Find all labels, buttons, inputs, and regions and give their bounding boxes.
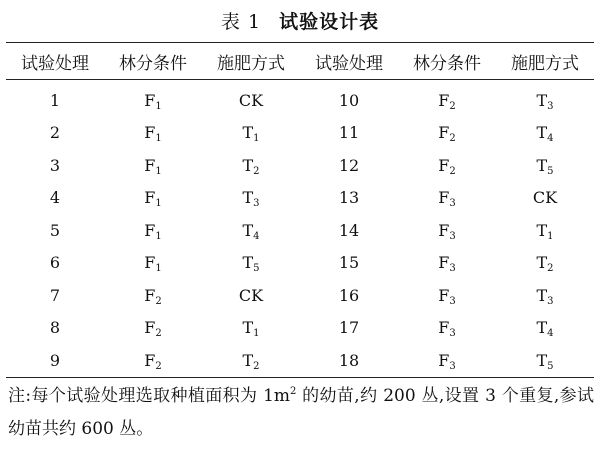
fertilization-method-left-symbol	[242, 253, 260, 275]
fertilization-method-left-base: T	[242, 350, 254, 370]
table-row	[6, 214, 594, 247]
fertilization-method-right-base: CK	[532, 188, 558, 208]
table-row	[6, 344, 594, 377]
fertilization-method-right-subscript: 2	[547, 263, 554, 275]
stand-condition-right-subscript: 3	[449, 360, 456, 372]
stand-condition-right-base: F	[438, 188, 450, 208]
stand-condition-right-symbol	[438, 351, 455, 370]
stand-condition-left	[104, 279, 202, 312]
treatment-id-right: 15	[338, 253, 360, 273]
fertilization-method-right-base: T	[536, 155, 548, 175]
stand-condition-right-subscript: 3	[449, 198, 456, 210]
stand-condition-right-base: F	[438, 220, 450, 240]
fertilization-method-left	[202, 80, 300, 117]
stand-condition-right-base: F	[438, 350, 450, 370]
stand-condition-left-base: F	[144, 90, 156, 110]
stand-condition-right	[398, 279, 496, 312]
stand-condition-right	[398, 344, 496, 377]
table-row	[6, 80, 594, 117]
footnote-superscript: 2	[290, 386, 297, 397]
stand-condition-right-subscript: 3	[449, 263, 456, 275]
fertilization-method-left-symbol	[242, 351, 259, 370]
table-title: 试验设计表	[279, 11, 380, 33]
fertilization-method-left-base: T	[242, 155, 254, 175]
stand-condition-left-base: F	[144, 318, 156, 338]
header-stand-right: 林分条件	[413, 53, 481, 74]
stand-condition-left-symbol	[144, 123, 162, 145]
trial-design-table	[6, 42, 594, 378]
header-stand-left: 林分条件	[119, 53, 187, 74]
stand-condition-right-base: F	[438, 318, 450, 338]
stand-condition-left-subscript: 1	[155, 263, 162, 275]
stand-condition-left-symbol	[144, 188, 162, 210]
stand-condition-left-symbol	[144, 156, 161, 175]
stand-condition-right	[398, 247, 496, 280]
fertilization-method-right-subscript: 4	[547, 133, 554, 145]
stand-condition-left-symbol	[144, 318, 162, 340]
fertilization-method-right-symbol	[536, 221, 553, 240]
stand-condition-left-subscript: 2	[155, 328, 162, 340]
fertilization-method-right-subscript: 5	[547, 165, 554, 177]
treatment-id-right: 16	[338, 285, 360, 305]
stand-condition-left	[104, 149, 202, 182]
fertilization-method-left-base: CK	[238, 285, 264, 305]
fertilization-method-right-symbol	[536, 351, 553, 370]
treatment-id-right: 12	[338, 155, 360, 175]
table-row	[6, 149, 594, 182]
table-footnote	[8, 380, 594, 446]
stand-condition-right-symbol	[438, 286, 455, 305]
fertilization-method-right-base: T	[536, 253, 548, 273]
stand-condition-left	[104, 312, 202, 345]
stand-condition-left-base: F	[144, 123, 156, 143]
fertilization-method-left	[202, 312, 300, 345]
fertilization-method-right-symbol	[536, 91, 553, 110]
table-row	[6, 117, 594, 150]
fertilization-method-right	[496, 80, 594, 117]
fertilization-method-left	[202, 247, 300, 280]
stand-condition-right	[398, 182, 496, 215]
stand-condition-right-symbol	[438, 91, 455, 110]
stand-condition-left-base: F	[144, 220, 156, 240]
fertilization-method-left-base: T	[242, 220, 254, 240]
fertilization-method-left-symbol	[242, 188, 260, 210]
stand-condition-left-symbol	[144, 91, 161, 110]
table-caption	[0, 7, 600, 34]
fertilization-method-right-symbol	[536, 318, 554, 340]
stand-condition-right-base: F	[438, 90, 450, 110]
stand-condition-left-subscript: 1	[155, 165, 162, 177]
stand-condition-left-symbol	[144, 351, 161, 370]
stand-condition-right	[398, 214, 496, 247]
fertilization-method-left-symbol	[242, 123, 260, 145]
fertilization-method-left	[202, 214, 300, 247]
stand-condition-right-base: F	[438, 285, 450, 305]
fertilization-method-left-subscript: 5	[253, 263, 260, 275]
stand-condition-right-symbol	[438, 221, 455, 240]
fertilization-method-right-subscript: 4	[547, 328, 554, 340]
treatment-id-left: 9	[49, 350, 61, 370]
fertilization-method-right-base: T	[536, 318, 548, 338]
fertilization-method-left-base: T	[242, 318, 254, 338]
stand-condition-right-symbol	[438, 318, 456, 340]
stand-condition-right-subscript: 3	[449, 328, 456, 340]
treatment-id-right: 17	[338, 318, 360, 338]
fertilization-method-right-subscript: 5	[547, 360, 554, 372]
fertilization-method-left-base: T	[242, 123, 254, 143]
fertilization-method-left-subscript: 1	[253, 328, 260, 340]
fertilization-method-right-subscript: 3	[547, 295, 554, 307]
fertilization-method-left	[202, 182, 300, 215]
stand-condition-right-subscript: 2	[449, 100, 456, 112]
fertilization-method-right-subscript: 1	[547, 230, 554, 242]
stand-condition-left-base: F	[144, 285, 156, 305]
fertilization-method-right	[496, 247, 594, 280]
treatment-id-left: 4	[49, 188, 61, 208]
treatment-id-left: 1	[49, 90, 61, 110]
treatment-id-left: 7	[49, 285, 61, 305]
fertilization-method-left-subscript: 2	[253, 360, 260, 372]
stand-condition-right-base: F	[438, 253, 450, 273]
fertilization-method-left-base: T	[242, 253, 254, 273]
fertilization-method-right-symbol	[536, 253, 554, 275]
stand-condition-right-symbol	[438, 123, 456, 145]
stand-condition-right-base: F	[438, 155, 450, 175]
stand-condition-left-subscript: 1	[155, 100, 162, 112]
header-fertilization-left: 施肥方式	[217, 53, 285, 74]
stand-condition-left	[104, 247, 202, 280]
stand-condition-right-symbol	[438, 253, 456, 275]
stand-condition-left-subscript: 2	[155, 295, 162, 307]
stand-condition-right-symbol	[438, 188, 456, 210]
stand-condition-left	[104, 80, 202, 117]
stand-condition-left	[104, 214, 202, 247]
treatment-id-left: 8	[49, 318, 61, 338]
fertilization-method-left-symbol	[239, 91, 263, 110]
table-row	[6, 312, 594, 345]
fertilization-method-left-symbol	[242, 221, 259, 240]
fertilization-method-left-subscript: 2	[253, 165, 260, 177]
header-treatment-right: 试验处理	[315, 53, 383, 74]
treatment-id-right: 10	[338, 90, 360, 110]
fertilization-method-right	[496, 182, 594, 215]
stand-condition-right-symbol	[438, 156, 455, 175]
stand-condition-right-base: F	[438, 123, 450, 143]
fertilization-method-right	[496, 117, 594, 150]
footnote-text-start: 注:每个试验处理选取种植面积为 1m	[8, 386, 291, 406]
stand-condition-right-subscript: 2	[449, 133, 456, 145]
treatment-id-left: 3	[49, 155, 61, 175]
stand-condition-left-base: F	[144, 350, 156, 370]
fertilization-method-right	[496, 214, 594, 247]
stand-condition-left	[104, 117, 202, 150]
table-row	[6, 279, 594, 312]
stand-condition-left-base: F	[144, 188, 156, 208]
fertilization-method-right-base: T	[536, 285, 548, 305]
fertilization-method-left-base: CK	[238, 90, 264, 110]
fertilization-method-left	[202, 149, 300, 182]
footnote-text-end: 的幼苗,约 200 丛,设置 3 个重复,参试幼苗共约 600 丛。	[8, 386, 594, 439]
stand-condition-right-subscript: 3	[449, 295, 456, 307]
fertilization-method-right-subscript: 3	[547, 100, 554, 112]
fertilization-method-right-symbol	[533, 188, 557, 207]
fertilization-method-left-base: T	[242, 188, 254, 208]
fertilization-method-left-subscript: 1	[253, 133, 260, 145]
fertilization-method-right-symbol	[536, 123, 554, 145]
fertilization-method-right	[496, 279, 594, 312]
stand-condition-left-subscript: 1	[155, 230, 162, 242]
stand-condition-right-subscript: 2	[449, 165, 456, 177]
stand-condition-left-subscript: 2	[155, 360, 162, 372]
stand-condition-left-base: F	[144, 155, 156, 175]
treatment-id-right: 11	[338, 123, 360, 143]
treatment-id-left: 6	[49, 253, 61, 273]
fertilization-method-right	[496, 312, 594, 345]
stand-condition-right	[398, 312, 496, 345]
fertilization-method-right	[496, 149, 594, 182]
table-row	[6, 182, 594, 215]
treatment-id-right: 13	[338, 188, 360, 208]
treatment-id-left: 5	[49, 220, 61, 240]
fertilization-method-left-symbol	[242, 318, 260, 340]
stand-condition-left-symbol	[144, 253, 162, 275]
header-treatment-left: 试验处理	[21, 53, 89, 74]
table-row	[6, 247, 594, 280]
stand-condition-left-subscript: 1	[155, 198, 162, 210]
stand-condition-left-symbol	[144, 221, 161, 240]
fertilization-method-right-base: T	[536, 220, 548, 240]
stand-condition-left	[104, 344, 202, 377]
fertilization-method-left	[202, 344, 300, 377]
table-header-row	[6, 43, 594, 80]
table-number: 表 1	[220, 11, 262, 33]
fertilization-method-left-symbol	[239, 286, 263, 305]
stand-condition-right	[398, 80, 496, 117]
fertilization-method-left	[202, 117, 300, 150]
stand-condition-right	[398, 117, 496, 150]
treatment-id-right: 14	[338, 220, 360, 240]
fertilization-method-right-symbol	[536, 286, 553, 305]
stand-condition-left	[104, 182, 202, 215]
treatment-id-left: 2	[49, 123, 61, 143]
fertilization-method-right-base: T	[536, 123, 548, 143]
fertilization-method-left-subscript: 4	[253, 230, 260, 242]
fertilization-method-left	[202, 279, 300, 312]
fertilization-method-left-subscript: 3	[253, 198, 260, 210]
table-body	[6, 80, 594, 378]
stand-condition-left-subscript: 1	[155, 133, 162, 145]
fertilization-method-right-base: T	[536, 90, 548, 110]
fertilization-method-right	[496, 344, 594, 377]
fertilization-method-left-symbol	[242, 156, 259, 175]
stand-condition-right-subscript: 3	[449, 230, 456, 242]
stand-condition-right	[398, 149, 496, 182]
header-fertilization-right: 施肥方式	[511, 53, 579, 74]
fertilization-method-right-symbol	[536, 156, 553, 175]
stand-condition-left-symbol	[144, 286, 161, 305]
fertilization-method-right-base: T	[536, 350, 548, 370]
treatment-id-right: 18	[338, 350, 360, 370]
stand-condition-left-base: F	[144, 253, 156, 273]
